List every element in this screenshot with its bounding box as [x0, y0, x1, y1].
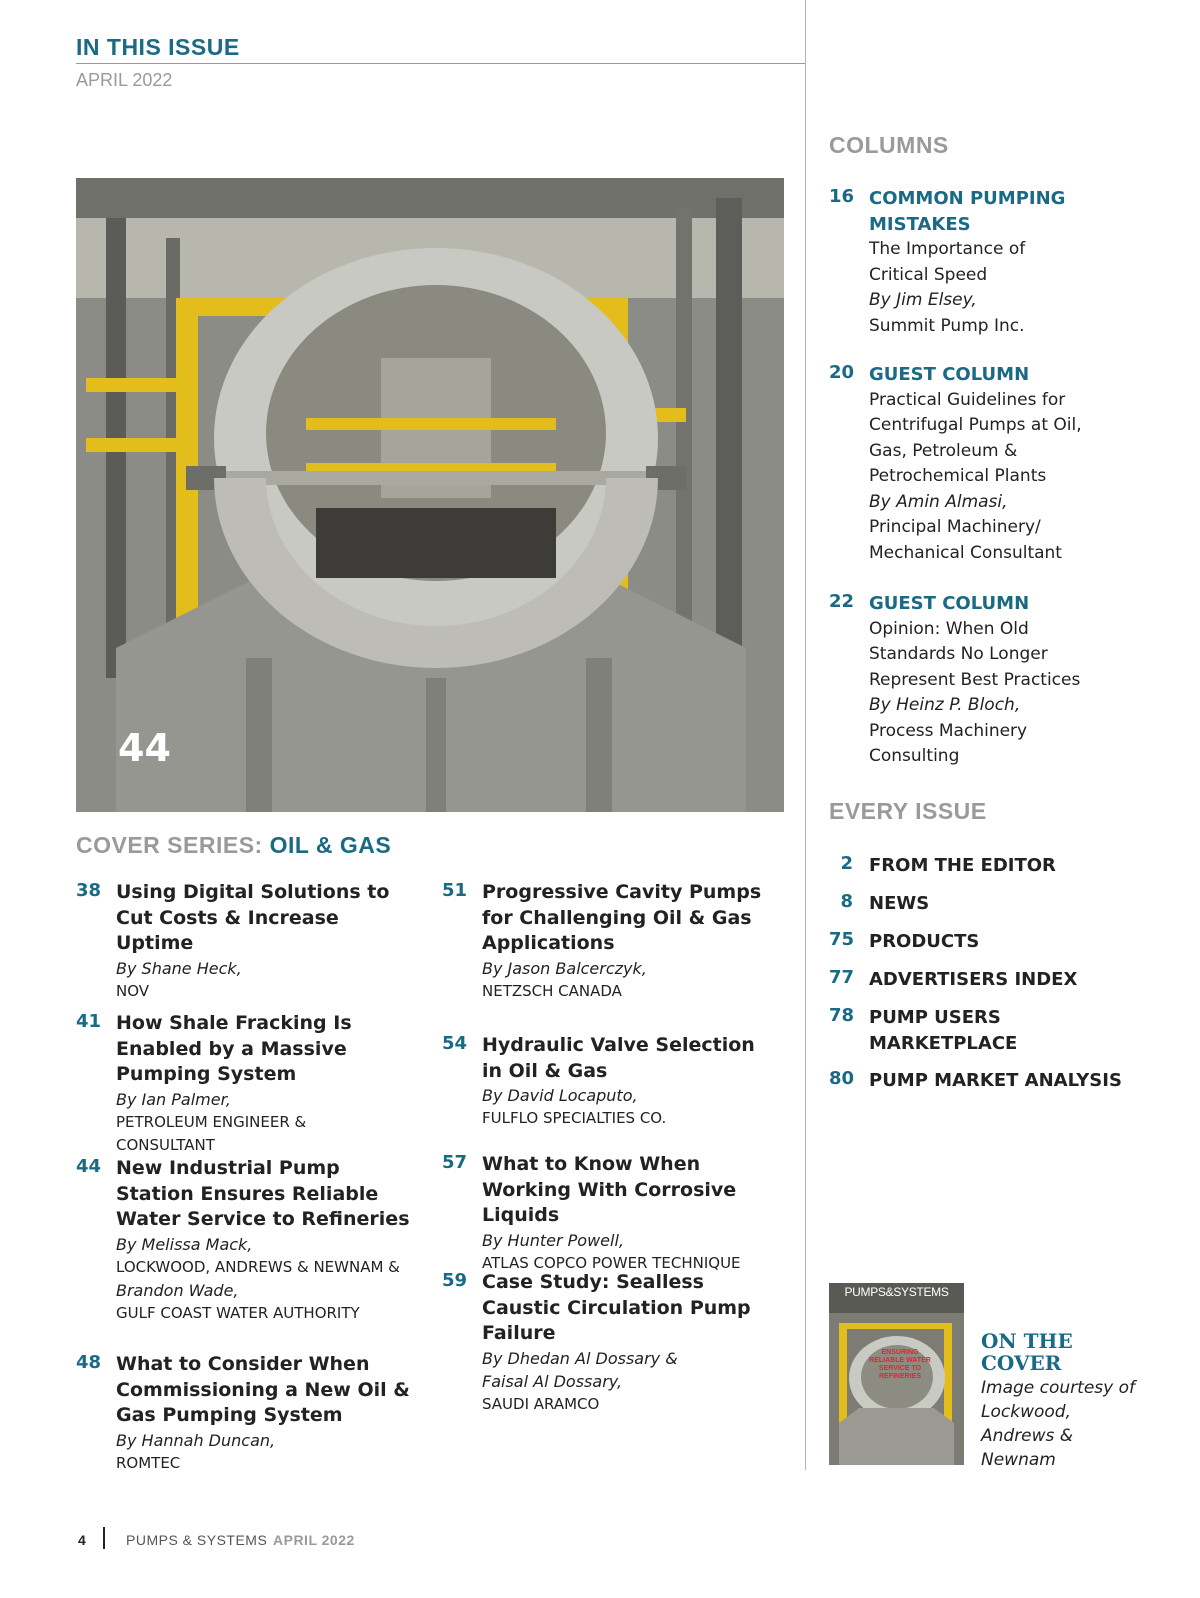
article-page: 41 [76, 1011, 102, 1032]
article-org: LOCKWOOD, ANDREWS & NEWNAM & [116, 1257, 400, 1276]
column-entry[interactable] [829, 186, 1159, 339]
cover-photo[interactable] [76, 178, 784, 812]
article-entry[interactable] [442, 1033, 772, 1130]
page-title: IN THIS ISSUE [76, 34, 240, 60]
header-rule [76, 63, 805, 64]
every-issue-page: 8 [840, 891, 853, 912]
every-issue-page: 78 [829, 1005, 855, 1026]
column-org: Process Machinery Consulting [869, 720, 1028, 766]
column-org: Summit Pump Inc. [869, 315, 1025, 336]
column-title[interactable]: GUEST COLUMN [869, 364, 1030, 385]
article-entry[interactable] [76, 1011, 406, 1157]
every-issue-page: 77 [829, 967, 855, 988]
footer-magazine: PUMPS & SYSTEMS [126, 1532, 268, 1548]
every-issue-page: 75 [829, 929, 855, 950]
column-entry[interactable] [829, 591, 1159, 770]
column-divider [805, 0, 806, 1470]
article-page: 57 [442, 1152, 468, 1173]
article-title[interactable]: New Industrial Pump Station Ensures Reliable Water Service to Refineries [116, 1157, 410, 1230]
article-entry[interactable] [76, 1352, 410, 1475]
column-author: By Amin Almasi, [869, 491, 1008, 512]
column-title[interactable]: COMMON PUMPING MISTAKES [869, 188, 1066, 235]
column-author: By Jim Elsey, [869, 290, 977, 310]
footer-divider [103, 1527, 105, 1549]
article-author: By Ian Palmer, [116, 1089, 231, 1109]
on-cover-credit: Image courtesy of Lockwood, Andrews & Newnam [981, 1378, 1135, 1470]
article-org: ROMTEC [116, 1453, 181, 1472]
column-page: 22 [829, 591, 855, 612]
every-issue-item[interactable] [829, 967, 1159, 993]
every-issue-item[interactable] [829, 1005, 1159, 1056]
article-org: NETZSCH CANADA [482, 981, 622, 1000]
article-author: By Dhedan Al Dossary & [482, 1348, 678, 1368]
every-issue-item[interactable] [829, 929, 1159, 955]
article-author: By Jason Balcerczyk, [482, 958, 647, 978]
article-org: GULF COAST WATER AUTHORITY [116, 1303, 360, 1322]
article-author: By Hannah Duncan, [116, 1430, 276, 1450]
every-issue-item[interactable] [829, 853, 1159, 879]
column-subtitle: The Importance of Critical Speed [869, 239, 1026, 285]
column-page: 16 [829, 186, 855, 207]
article-author: By Shane Heck, [116, 958, 242, 978]
article-title[interactable]: Hydraulic Valve Selection in Oil & Gas [482, 1034, 755, 1082]
article-entry[interactable] [76, 1156, 410, 1325]
article-title[interactable]: Case Study: Sealless Caustic Circulation Pump Failure [482, 1271, 751, 1344]
every-issue-label[interactable]: ADVERTISERS INDEX [869, 969, 1078, 990]
issue-date: APRIL 2022 [76, 70, 173, 90]
article-entry[interactable] [442, 1152, 772, 1275]
article-org: SAUDI ARAMCO [482, 1394, 600, 1413]
every-issue-item[interactable] [829, 1068, 1159, 1094]
column-subtitle: Practical Guidelines for Centrifugal Pumps at Oil, Gas, Petroleum & Petrochemical Plants [869, 389, 1082, 486]
article-entry[interactable] [76, 880, 406, 1003]
article-org: PETROLEUM ENGINEER & CONSULTANT [116, 1112, 307, 1154]
article-author: By Hunter Powell, [482, 1230, 624, 1250]
article-org: NOV [116, 981, 150, 1000]
article-page: 48 [76, 1352, 102, 1373]
article-title[interactable]: What to Know When Working With Corrosive Liquids [482, 1153, 737, 1226]
cover-series-label: COVER SERIES: [76, 832, 263, 858]
article-title[interactable]: Progressive Cavity Pumps for Challenging Oil & Gas Applications [482, 881, 762, 954]
thumbnail-headline: ENSURING RELIABLE WATER SERVICE TO REFINERIES [869, 1349, 931, 1380]
every-issue-page: 80 [829, 1068, 855, 1089]
article-page: 51 [442, 880, 468, 901]
article-page: 44 [76, 1156, 102, 1177]
article-org: ATLAS COPCO POWER TECHNIQUE [482, 1253, 741, 1272]
pipe-support-illustration [76, 178, 784, 812]
article-title[interactable]: How Shale Fracking Is Enabled by a Massive Pumping System [116, 1012, 352, 1085]
column-author: By Heinz P. Bloch, [869, 695, 1021, 715]
column-subtitle: Opinion: When Old Standards No Longer Represent Best Practices [869, 618, 1081, 690]
article-author: Brandon Wade, [116, 1280, 239, 1300]
article-title[interactable]: What to Consider When Commissioning a New Oil & Gas Pumping System [116, 1353, 410, 1426]
footer-date: APRIL 2022 [273, 1532, 355, 1548]
article-org: FULFLO SPECIALTIES CO. [482, 1109, 667, 1127]
every-issue-page: 2 [840, 853, 853, 874]
cover-series-heading [76, 832, 391, 859]
article-page: 59 [442, 1270, 468, 1291]
every-issue-heading: EVERY ISSUE [829, 798, 987, 824]
every-issue-label[interactable]: PRODUCTS [869, 931, 980, 952]
on-cover-title: ON THE COVER [981, 1329, 1073, 1375]
cover-series-topic: OIL & GAS [269, 832, 392, 858]
every-issue-label[interactable]: PUMP USERS MARKETPLACE [869, 1007, 1018, 1054]
column-entry[interactable] [829, 362, 1159, 566]
every-issue-item[interactable] [829, 891, 1159, 917]
every-issue-label[interactable]: PUMP MARKET ANALYSIS [869, 1070, 1122, 1091]
article-author: By Melissa Mack, [116, 1234, 253, 1254]
column-page: 20 [829, 362, 855, 383]
thumbnail-brand: PUMPS&SYSTEMS [844, 1285, 949, 1299]
columns-heading: COLUMNS [829, 132, 949, 158]
every-issue-label[interactable]: FROM THE EDITOR [869, 855, 1056, 876]
article-entry[interactable] [442, 1270, 772, 1416]
photo-page-number: 44 [118, 726, 171, 770]
article-entry[interactable] [442, 880, 772, 1003]
article-author: By David Locaputo, [482, 1086, 638, 1105]
cover-thumbnail[interactable] [829, 1283, 964, 1465]
footer-page-number: 4 [78, 1532, 86, 1548]
column-org: Principal Machinery/ Mechanical Consultant [869, 517, 1062, 563]
every-issue-label[interactable]: NEWS [869, 893, 930, 914]
article-author: Faisal Al Dossary, [482, 1371, 623, 1391]
article-page: 54 [442, 1033, 468, 1054]
article-title[interactable]: Using Digital Solutions to Cut Costs & Increase Uptime [116, 881, 390, 954]
column-title[interactable]: GUEST COLUMN [869, 593, 1030, 614]
article-page: 38 [76, 880, 102, 901]
